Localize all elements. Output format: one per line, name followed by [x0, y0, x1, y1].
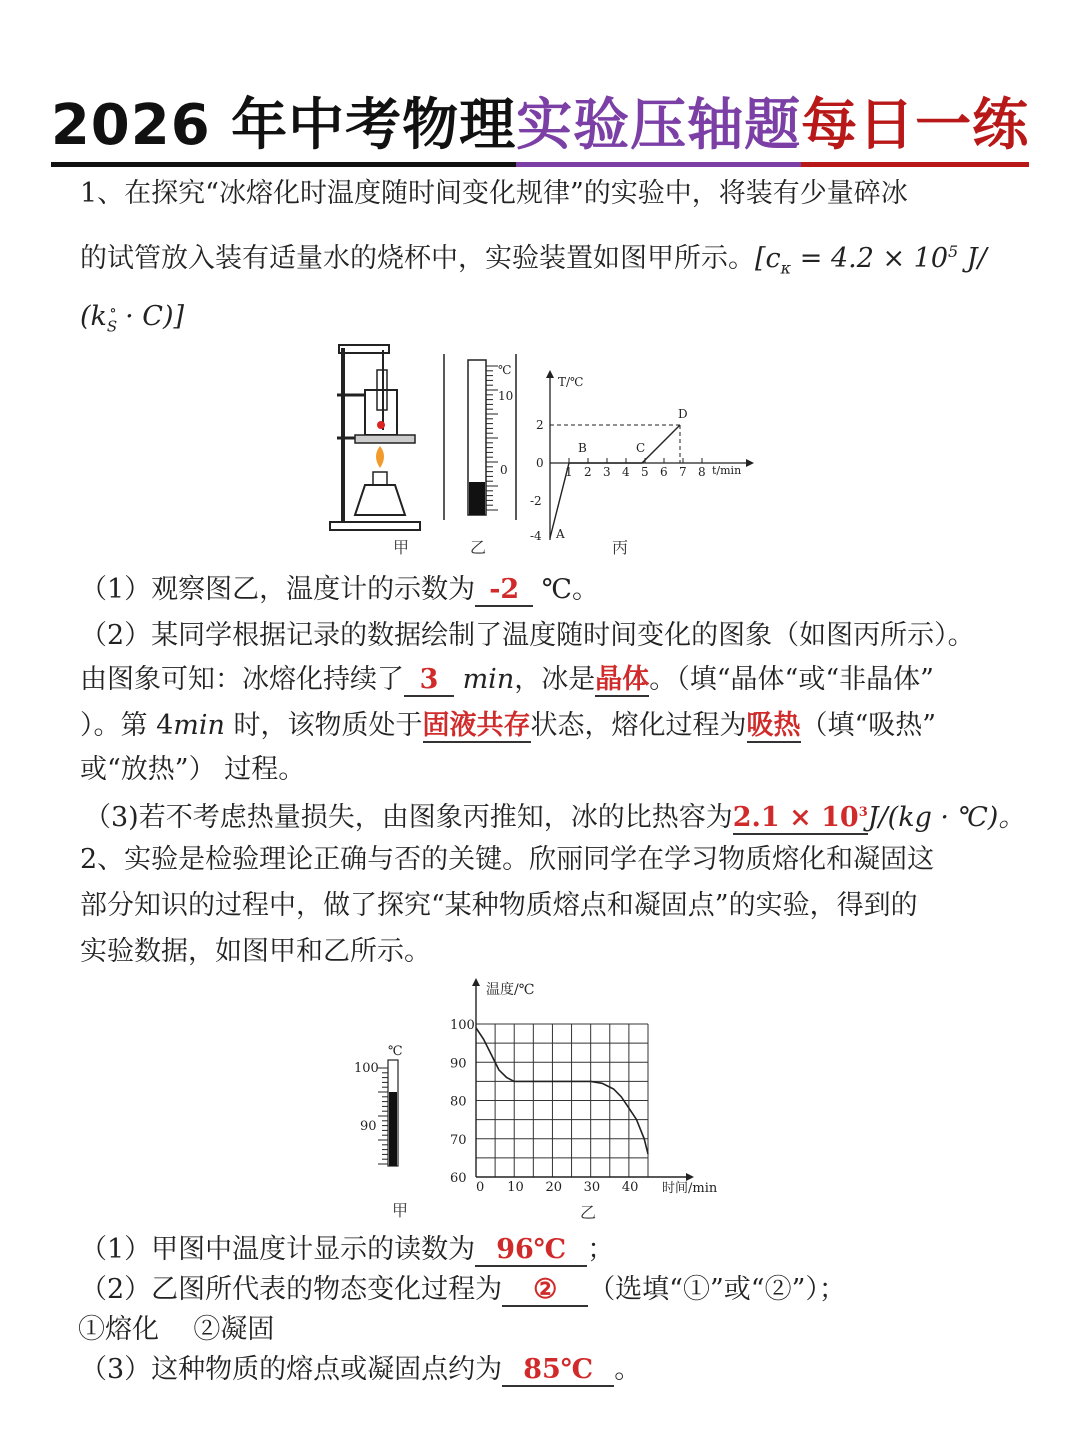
q2-sub1-pre: （1）甲图中温度计显示的读数为: [80, 1234, 476, 1265]
q1-stem-line2: [80, 234, 987, 286]
title-part-purple: 实验压轴题: [516, 92, 801, 167]
formula-c: [c: [755, 243, 781, 274]
q1-sub1-text: （1）观察图乙，温度计的示数为: [80, 574, 476, 605]
q1-stem-line2-text: 的试管放入装有适量水的烧杯中，实验装置如图甲所示。: [80, 243, 755, 274]
q1-sub1-post: ℃。: [533, 574, 599, 605]
q1-formula: [755, 242, 987, 278]
title-part-black: 2026 年中考物理: [51, 92, 516, 167]
q2-sub3-pre: （3）这种物质的熔点或凝固点约为: [80, 1354, 503, 1385]
q1-formula-line3: [80, 292, 184, 344]
q1-sub2-answer-state: 固液共存: [422, 710, 531, 741]
q2-sub2-options: ①熔化 ②凝固: [78, 1314, 275, 1345]
q1-graph-xlabel: t/min: [712, 464, 742, 477]
q1-sub2-line1: （2）某同学根据记录的数据绘制了温度随时间变化的图象（如图丙所示）。: [80, 620, 975, 651]
q2-sub3-answer: 85℃: [502, 1355, 614, 1387]
q1-sub2-unit: min: [454, 664, 515, 695]
q2-sub2-post: （选填“①”或“②”）；: [588, 1274, 846, 1305]
thermo2-unit: ℃: [388, 1044, 403, 1059]
q1-point-d: D: [678, 407, 688, 421]
formula-mid: = 4.2 × 10: [791, 243, 949, 274]
q2-ytick-label: 70: [450, 1132, 467, 1148]
q2-ytick-label: 80: [450, 1094, 467, 1110]
q1-sub2-l2-pre: 由图象可知：冰熔化持续了: [80, 664, 404, 695]
q1-sub2-answer-duration: 3: [404, 665, 454, 697]
q2-sub2-answer: ②: [502, 1275, 588, 1307]
q1-point-b: B: [578, 441, 587, 455]
q2-xtick-label: 40: [621, 1180, 639, 1194]
title-part-red: 每日一练: [801, 92, 1029, 167]
q2-thermometer: [350, 1040, 420, 1170]
q1-sub3-answer-base: 2.1 × 10: [732, 802, 859, 833]
q1-sub2-answer-crystal: 晶体: [595, 664, 650, 695]
q1-ytick: -2: [530, 494, 542, 508]
formula-l3-end: · C)]: [116, 301, 185, 332]
q2-stem-line1: 2、实验是检验理论正确与否的关键。欣丽同学在学习物质熔化和凝固这: [80, 844, 935, 875]
q2-sub2: [80, 1272, 846, 1308]
q2-xtick-label: 20: [545, 1180, 562, 1194]
q1-sub2-l3-mid2: 状态，熔化过程为: [530, 710, 747, 741]
thermo2-tick-90: 90: [360, 1119, 377, 1134]
q1-sub1-answer: -2: [475, 575, 533, 607]
q1-graph-ylabel: T/℃: [558, 375, 584, 389]
q1-xtick-label: 7: [679, 465, 687, 479]
q1-xtick-label: 8: [698, 465, 706, 479]
q1-sub2-l2-post: 。（填“晶体“或“非晶体”: [649, 664, 934, 695]
q2-xtick-label: 30: [583, 1180, 601, 1194]
formula-sub: κ: [780, 258, 792, 278]
q2-fig-label-jia: 甲: [392, 1201, 409, 1220]
q2-ytick-label: 100: [450, 1018, 475, 1033]
formula-sup: 5: [948, 242, 959, 261]
formula-end: J/: [958, 243, 987, 274]
q1-sub2-answer-heat: 吸热: [746, 710, 801, 741]
q2-x-axis-arrow: [686, 1173, 694, 1181]
q2-chart-xlabel: 时间/min: [662, 1181, 718, 1194]
q2-sub1: [80, 1232, 614, 1268]
q1-sub2-l3-mid: 时，该物质处于: [224, 710, 423, 741]
q1-point-c: C: [636, 441, 646, 455]
q1-sub2-line3: [80, 708, 936, 744]
q1-sub3-answer-exp: 3: [858, 805, 868, 820]
formula-l3-start: (k: [80, 301, 107, 332]
q2-sub2-pre: （2）乙图所代表的物态变化过程为: [80, 1274, 503, 1305]
q1-sub2-l3-post: （填“吸热”: [800, 710, 937, 741]
q1-sub3: [84, 798, 1025, 836]
q1-sub2-l2-mid: ，冰是: [514, 664, 596, 695]
q1-sub2-l3-pre: ）。第 4: [80, 710, 174, 741]
thermo1-tick-10: 10: [498, 389, 514, 403]
q2-xtick-label: 10: [507, 1180, 524, 1194]
fig-label-yi: 乙: [470, 538, 487, 557]
q2-chart: [440, 972, 740, 1194]
thermometer-figure: [440, 352, 520, 522]
q1-point-a: A: [556, 527, 565, 541]
q1-ytick: 0: [536, 456, 544, 470]
thermo1-unit: ℃: [498, 363, 512, 377]
formula-l3-sub: S: [106, 317, 118, 336]
page-title: [0, 92, 1080, 167]
q2-sub1-answer: 96℃: [475, 1235, 587, 1267]
q1-xtick-label: 4: [622, 465, 630, 479]
q2-sub3: [80, 1352, 641, 1388]
q1-sub3-answer: [733, 798, 868, 835]
q1-stem-line1: 1、在探究“冰熔化时温度随时间变化规律”的实验中，将装有少量碎冰: [80, 178, 908, 209]
formula-l3-sup: ∘: [109, 301, 117, 319]
q1-sub2-line2: [80, 662, 934, 698]
q1-sub2-l3-unit: min: [173, 710, 225, 741]
thermo1-tick-0: 0: [500, 463, 508, 477]
q2-y-axis-arrow: [472, 978, 480, 986]
fig-label-jia: 甲: [393, 538, 410, 557]
thermo2-tick-100: 100: [354, 1061, 379, 1076]
q2-sub3-post: 。: [614, 1354, 642, 1385]
q2-sub1-post: ；: [587, 1234, 615, 1265]
apparatus-figure: [325, 340, 425, 535]
q2-stem-line2: 部分知识的过程中，做了探究“某种物质熔点和凝固点”的实验，得到的: [80, 890, 918, 921]
fig-label-bing: 丙: [612, 538, 629, 557]
q1-xtick-label: 2: [584, 465, 592, 479]
q1-ytick: -4: [530, 529, 542, 543]
q1-ytick: 2: [536, 418, 544, 432]
q1-xtick-label: 3: [603, 465, 611, 479]
q2-xtick-label: 0: [476, 1180, 485, 1194]
q1-xtick-label: 6: [660, 465, 668, 479]
q1-xtick-label: 5: [641, 465, 649, 479]
q1-sub2-line4: 或“放热”） 过程。: [80, 754, 306, 785]
q2-ytick-label: 90: [450, 1056, 467, 1072]
q1-sub3-pre: （3)若不考虑热量损失，由图象丙推知，冰的比热容为: [84, 802, 733, 833]
q2-chart-ylabel: 温度/℃: [486, 982, 535, 998]
q1-sub3-post: J/(kg · ℃)。: [867, 802, 1026, 833]
q1-graph: [528, 368, 758, 546]
q2-series-line: [476, 1028, 648, 1154]
q1-sub1: [80, 572, 599, 608]
q2-stem-line3: 实验数据，如图甲和乙所示。: [80, 936, 431, 967]
q2-ytick-label: 60: [450, 1171, 467, 1186]
q1-xtick-label: 1: [565, 465, 573, 479]
q2-fig-label-yi: 乙: [580, 1203, 597, 1222]
